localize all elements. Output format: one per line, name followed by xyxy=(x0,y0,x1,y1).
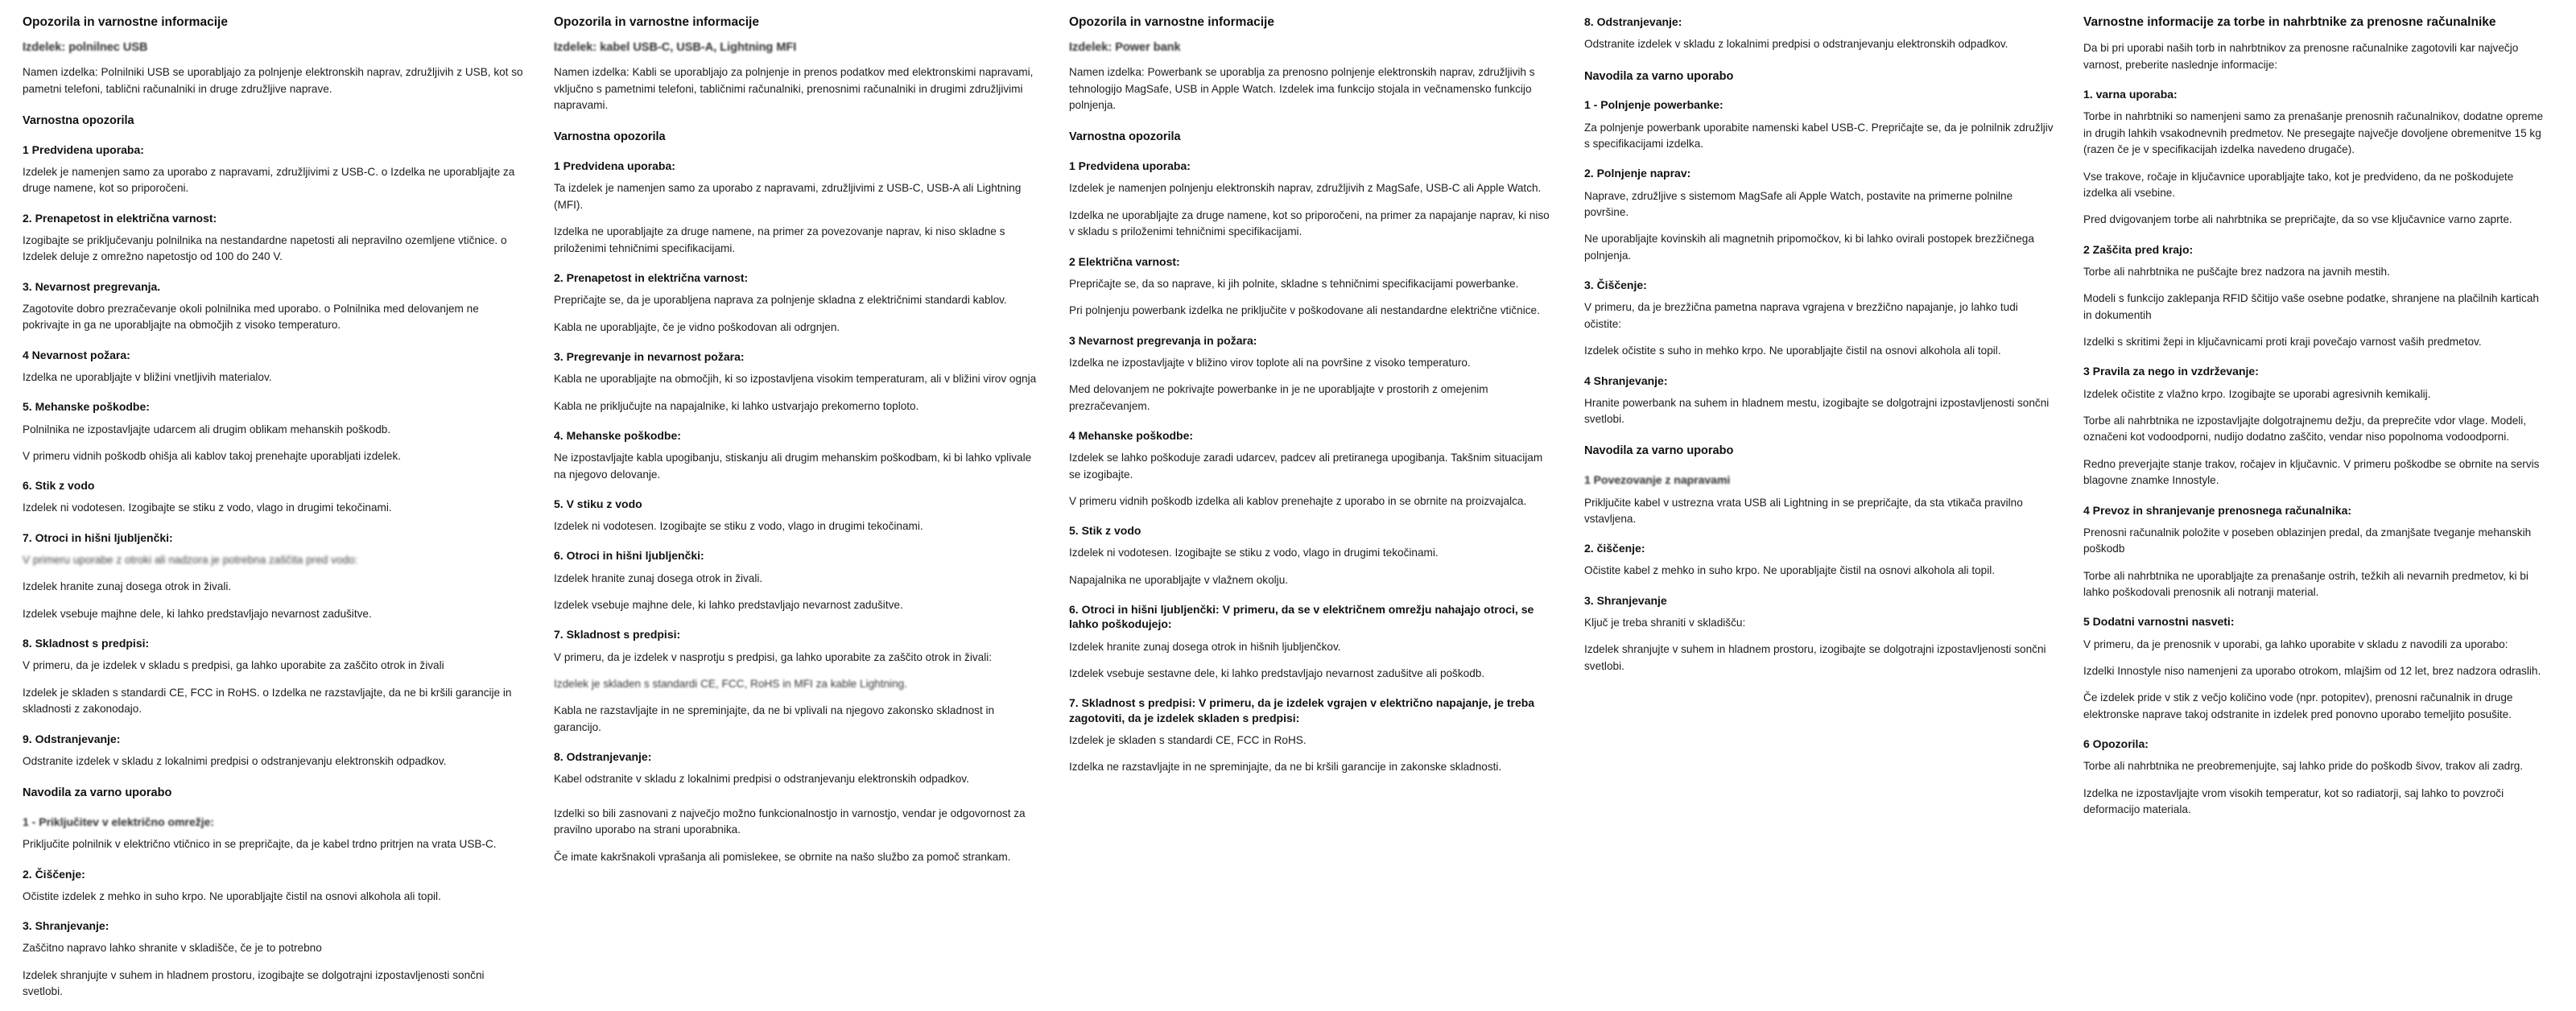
product-label: Izdelek: kabel USB-C, USB-A, Lightning MFI xyxy=(554,41,797,55)
item-heading: 1 Predvidena uporaba: xyxy=(23,142,144,156)
item-paragraph: V primeru uporabe z otroki ali nadzora je potrebna zaščita pred vodo: xyxy=(23,554,358,567)
item-heading: 2. Polnjenje naprav: xyxy=(1584,167,1691,180)
item-paragraph: Zaščitno napravo lahko shranite v skladišče, če je to potrebno xyxy=(23,942,322,955)
item-paragraph: Polnilnika ne izpostavljajte udarcem ali drugim oblikam mehanskih poškodb. xyxy=(23,423,391,435)
item-heading: 1. varna uporaba: xyxy=(2083,88,2178,101)
item-paragraph: Prepričajte se, da so naprave, ki jih polnite, skladne s tehničnimi specifikacijami powerbanke. xyxy=(1069,277,1519,290)
item-heading: 6 Opozorila: xyxy=(2083,737,2149,751)
item-paragraph: Izdelek ni vodotesen. Izogibajte se stiku z vodo, vlago in drugimi tekočinami. xyxy=(1069,547,1439,559)
item-paragraph: V primeru, da je izdelek v skladu s predpisi, ga lahko uporabite za zaščito otrok in živali xyxy=(23,659,444,672)
item-paragraph: Ta izdelek je namenjen samo za uporabo z napravami, združljivimi z USB-C, USB-A ali Lightning (MFI). xyxy=(554,182,1022,211)
item-heading: 4 Prevoz in shranjevanje prenosnega računalnika: xyxy=(2083,503,2352,517)
item-paragraph: Izdelka ne izpostavljajte v bližino virov toplote ali na površine z visoko temperaturo. xyxy=(1069,356,1471,369)
item-heading: 2 Zaščita pred krajo: xyxy=(2083,242,2194,256)
section-heading-usage-cable: Navodila za varno uporabo xyxy=(1584,444,1734,458)
intro-paragraph: Da bi pri uporabi naših torb in nahrbtnikov za prenosne računalnike zagotovili kar največjo varnost, preberite naslednje informacije: xyxy=(2083,42,2519,71)
product-label: Izdelek: Power bank xyxy=(1069,41,1181,55)
item-heading: 3. Shranjevanje: xyxy=(23,919,109,933)
item-paragraph: Prepričajte se, da je uporabljena naprava za polnjenje skladna z električnimi standardi kablov. xyxy=(554,294,1007,307)
section-title: Opozorila in varnostne informacije xyxy=(1069,15,1274,29)
item-paragraph: Med delovanjem ne pokrivajte powerbanke in je ne uporabljajte v prostorih z omejenim prezračevanjem. xyxy=(1069,383,1488,412)
item-heading: 6. Otroci in hišni ljubljenčki: xyxy=(554,549,704,563)
item-heading: 6. Stik z vodo xyxy=(23,479,95,493)
section-title: Varnostne informacije za torbe in nahrbtnike za prenosne računalnike xyxy=(2083,15,2496,29)
item-paragraph: Izdelek hranite zunaj dosega otrok in živali. xyxy=(23,580,232,593)
item-paragraph: Izdelek se lahko poškoduje zaradi udarcev, padcev ali pretiranega upogibanja. Takšnim situacijam se izogibajte. xyxy=(1069,452,1543,481)
item-paragraph: Izdelki Innostyle niso namenjeni za uporabo otrokom, mlajšim od 12 let, brez nadzora odraslih. xyxy=(2083,664,2541,677)
item-paragraph: Odstranite izdelek v skladu z lokalnimi predpisi o odstranjevanju elektronskih odpadkov. xyxy=(23,754,447,767)
item-paragraph: Modeli s funkcijo zaklepanja RFID ščitijo vaše osebne podatke, shranjene na plačilnih karticah in dokumentih xyxy=(2083,292,2539,321)
item-paragraph: Izdelek je skladen s standardi CE, FCC in RoHS. xyxy=(1069,733,1307,746)
item-heading: 5 Dodatni varnostni nasveti: xyxy=(2083,615,2235,629)
item-heading: 5. V stiku z vodo xyxy=(554,497,642,510)
item-heading: 9. Odstranjevanje: xyxy=(23,732,121,745)
item-heading: 2. Prenapetost in električna varnost: xyxy=(23,211,217,225)
item-paragraph: Izdelki s skritimi žepi in ključavnicami proti kraji povečajo varnost vaših predmetov. xyxy=(2083,336,2482,349)
item-paragraph: Izdelka ne uporabljajte v bližini vnetljivih materialov. xyxy=(23,370,272,383)
item-heading: 1 - Polnjenje powerbanke: xyxy=(1584,98,1724,112)
item-heading: 2 Električna varnost: xyxy=(1069,254,1180,268)
item-paragraph: Kabla ne priključujte na napajalnike, ki lahko ustvarjajo prekomerno toploto. xyxy=(554,399,919,412)
item-paragraph: Pred dvigovanjem torbe ali nahrbtnika se prepričajte, da so vse ključavnice varno zaprte. xyxy=(2083,213,2512,226)
section-heading-warnings: Varnostna opozorila xyxy=(1069,130,1181,144)
item-heading: 1 Predvidena uporaba: xyxy=(554,159,675,173)
item-paragraph: Izdelek je namenjen samo za uporabo z napravami, združljivimi z USB-C. o Izdelka ne uporabljajte za druge namene, kot so priporočeni. xyxy=(23,166,515,195)
item-paragraph: Izdelka ne uporabljajte za druge namene, kot so priporočeni, na primer za napajanje naprav, ki niso v skladu s priloženimi tehničnimi specifikacijami. xyxy=(1069,208,1550,238)
column-usb-charger xyxy=(11,14,543,1011)
item-paragraph: Izdelka ne uporabljajte za druge namene, na primer za povezovanje naprav, ki niso skladne s priloženimi tehničnimi specifikacijami. xyxy=(554,225,1005,254)
item-heading: 1 Predvidena uporaba: xyxy=(1069,159,1191,173)
item-paragraph: Izdelek je skladen s standardi CE, FCC in RoHS. o Izdelka ne razstavljajte, da ne bi kršili garancije in skladnosti z zakonodajo. xyxy=(23,686,512,716)
product-purpose: Namen izdelka: Powerbank se uporablja za prenosno polnjenje elektronskih naprav, združljivih s tehnologijo MagSafe, USB in Apple Watch. Izdelek ima funkcijo stojala in večnamensko funkcijo polnjenja. xyxy=(1069,66,1535,111)
column-powerbank-continued xyxy=(1573,14,2072,685)
item-paragraph: Priključite kabel v ustrezna vrata USB ali Lightning in se prepričajte, da sta vtikača pravilno vstavljena. xyxy=(1584,496,2023,525)
item-heading: 7. Skladnost s predpisi: xyxy=(554,628,681,642)
item-paragraph: Kabla ne uporabljajte na območjih, ki so izpostavljena visokim temperaturam, ali v bližini virov ognja xyxy=(554,373,1037,386)
item-paragraph: Prenosni računalnik položite v poseben oblazinjen predal, da zmanjšate tveganje mehanskih poškodb xyxy=(2083,526,2532,555)
item-paragraph: Hranite powerbank na suhem in hladnem mestu, izogibajte se dolgotrajni izpostavljenosti sončni svetlobi. xyxy=(1584,396,2050,426)
item-paragraph: Ne izpostavljajte kabla upogibanju, stiskanju ali drugim mehanskim poškodbam, ki bi lahko vplivale na njegovo delovanje. xyxy=(554,452,1032,481)
item-paragraph: Očistite izdelek z mehko in suho krpo. Ne uporabljajte čistil na osnovi alkohola ali topil. xyxy=(23,889,441,902)
item-paragraph: Torbe ali nahrbtnika ne preobremenjujte, saj lahko pride do poškodb šivov, trakov ali zadrg. xyxy=(2083,760,2524,773)
item-paragraph: Torbe ali nahrbtnika ne puščajte brez nadzora na javnih mestih. xyxy=(2083,265,2390,278)
product-purpose: Namen izdelka: Kabli se uporabljajo za polnjenje in prenos podatkov med elektronskimi napravami, vključno s pametnimi telefoni, tabličnimi računalniki, prenosnimi računalniki in drugimi združljivimi napravami. xyxy=(554,66,1034,111)
item-paragraph: V primeru, da je izdelek v nasprotju s predpisi, ga lahko uporabite za zaščito otrok in živali: xyxy=(554,650,993,663)
item-heading: 8. Odstranjevanje: xyxy=(1584,15,1682,28)
item-heading: 4 Shranjevanje: xyxy=(1584,373,1668,387)
column-cables xyxy=(543,14,1058,876)
item-paragraph: Torbe in nahrbtniki so namenjeni samo za prenašanje prenosnih računalnikov, dodatne opreme in drugih lahkih vsakodnevnih predmetov. Ne presegajte največje dovoljene obremenitve 15 kg (razen če je v specifikacijah izdelka navedeno drugače). xyxy=(2083,110,2544,156)
product-label: Izdelek: polnilnec USB xyxy=(23,41,148,55)
item-paragraph: Za polnjenje powerbank uporabite namenski kabel USB-C. Prepričajte se, da je polnilnik združljiv s specifikacijami izdelka. xyxy=(1584,121,2054,150)
item-paragraph: Izdelek je namenjen polnjenju elektronskih naprav, združljivih z MagSafe, USB-C ali Apple Watch. xyxy=(1069,182,1542,195)
item-paragraph: Ključ je treba shraniti v skladišču: xyxy=(1584,617,1746,629)
item-paragraph: Izdelek očistite s suho in mehko krpo. Ne uporabljajte čistil na osnovi alkohola ali topil. xyxy=(1584,345,2001,357)
item-heading: 2. Prenapetost in električna varnost: xyxy=(554,270,749,284)
item-heading: 3. Pregrevanje in nevarnost požara: xyxy=(554,349,745,363)
item-heading: 7. Skladnost s predpisi: V primeru, da je izdelek vgrajen v električno napajanje, je treba zagotoviti, da je izdelek skladen s predpisi: xyxy=(1069,696,1535,724)
item-heading: 7. Otroci in hišni ljubljenčki: xyxy=(23,530,173,544)
item-heading: 4. Mehanske poškodbe: xyxy=(554,428,681,442)
column-powerbank xyxy=(1058,14,1573,786)
item-heading: 5. Mehanske poškodbe: xyxy=(23,400,150,414)
item-paragraph: Izdelek shranjujte v suhem in hladnem prostoru, izogibajte se dolgotrajni izpostavljenosti sončni svetlobi. xyxy=(1584,643,2046,672)
item-paragraph: Ne uporabljajte kovinskih ali magnetnih pripomočkov, ki bi lahko ovirali postopek brezžičnega polnjenja. xyxy=(1584,233,2034,262)
item-paragraph: Izogibajte se priključevanju polnilnika na nestandardne napetosti ali nepravilno ozemljene vtičnice. o Izdelek deluje z omrežno napetostjo od 100 do 240 V. xyxy=(23,234,507,263)
item-heading: 3. Čiščenje: xyxy=(1584,279,1647,292)
item-heading: 8. Odstranjevanje: xyxy=(554,750,652,764)
closing-paragraph: Če imate kakršnakoli vprašanja ali pomislekee, se obrnite na našo službo za pomoč strankam. xyxy=(554,850,1011,863)
item-paragraph: Napajalnika ne uporabljajte v vlažnem okolju. xyxy=(1069,573,1289,586)
item-heading: 5. Stik z vodo xyxy=(1069,524,1141,538)
item-paragraph: Redno preverjajte stanje trakov, ročajev in ključavnic. V primeru poškodbe se obrnite na servis blagovne znamke Innostyle. xyxy=(2083,457,2540,487)
item-paragraph: Izdelek hranite zunaj dosega otrok in hišnih ljubljenčkov. xyxy=(1069,640,1341,653)
item-paragraph: Izdelek hranite zunaj dosega otrok in živali. xyxy=(554,572,763,584)
item-paragraph: Očistite kabel z mehko in suho krpo. Ne uporabljajte čistil na osnovi alkohola ali topil. xyxy=(1584,564,1996,577)
item-paragraph: Izdelek vsebuje sestavne dele, ki lahko predstavljajo nevarnost zadušitve ali poškodb. xyxy=(1069,667,1485,680)
item-heading: 2. čiščenje: xyxy=(1584,542,1645,555)
item-paragraph: Torbe ali nahrbtnika ne izpostavljajte dolgotrajnemu dežju, da preprečite vdor vlage. Modeli, označeni kot vodoodporni, nudijo dodatno zaščito, vendar niso popolnoma vodoodporni. xyxy=(2083,415,2527,444)
item-paragraph: Torbe ali nahrbtnika ne uporabljajte za prenašanje ostrih, težkih ali nevarnih predmetov, ki bi lahko poškodovali prenosnik ali notranji material. xyxy=(2083,569,2529,598)
item-heading: 8. Skladnost s predpisi: xyxy=(23,637,150,650)
item-heading: 3. Nevarnost pregrevanja. xyxy=(23,279,161,293)
item-paragraph: Naprave, združljive s sistemom MagSafe ali Apple Watch, postavite na primerne polnilne površine. xyxy=(1584,189,2013,218)
item-paragraph: V primeru, da je prenosnik v uporabi, ga lahko uporabite v skladu z navodili za uporabo: xyxy=(2083,638,2508,650)
item-paragraph: Kabla ne uporabljajte, če je vidno poškodovan ali odrgnjen. xyxy=(554,320,840,333)
section-title: Opozorila in varnostne informacije xyxy=(554,15,759,29)
closing-paragraph: Izdelki so bili zasnovani z največjo možno funkcionalnostjo in varnostjo, vendar je odgovornost za pravilno uporabo na strani uporabnika. xyxy=(554,807,1026,836)
item-heading: 1 Povezovanje z napravami xyxy=(1584,473,1731,487)
item-heading: 4 Nevarnost požara: xyxy=(23,348,130,361)
item-heading: 6. Otroci in hišni ljubljenčki: V primeru, da se v električnem omrežju nahajajo otroci, se lahko poškodujejo: xyxy=(1069,603,1534,631)
item-paragraph: Izdelek ni vodotesen. Izogibajte se stiku z vodo, vlago in drugimi tekočinami. xyxy=(23,501,392,514)
item-paragraph: Pri polnjenju powerbank izdelka ne priključite v poškodovane ali nestandardne električne vtičnice. xyxy=(1069,304,1540,317)
item-heading: 4 Mehanske poškodbe: xyxy=(1069,428,1194,442)
item-paragraph: Izdelek očistite z vlažno krpo. Izogibajte se uporabi agresivnih kemikalij. xyxy=(2083,387,2431,400)
item-heading: 2. Čiščenje: xyxy=(23,867,85,881)
product-purpose: Namen izdelka: Polnilniki USB se uporabljajo za polnjenje elektronskih naprav, združljivih z USB, kot so pametni telefoni, tablični računalniki in druge združljive naprave. xyxy=(23,66,523,95)
item-paragraph: V primeru, da je brezžična pametna naprava vgrajena v brezžično napajanje, jo lahko tudi očistite: xyxy=(1584,301,2018,330)
item-heading: 3 Nevarnost pregrevanja in požara: xyxy=(1069,333,1257,347)
item-paragraph: Izdelka ne izpostavljajte vrom visokih temperatur, kot so radiatorji, saj lahko to povzroči deformacijo materiala. xyxy=(2083,786,2504,816)
item-paragraph: Izdelek ni vodotesen. Izogibajte se stiku z vodo, vlago in drugimi tekočinami. xyxy=(554,520,923,533)
item-paragraph: Izdelek vsebuje majhne dele, ki lahko predstavljajo nevarnost zadušitve. xyxy=(23,607,372,620)
item-paragraph: Zagotovite dobro prezračevanje okoli polnilnika med uporabo. o Polnilnika med delovanjem ne pokrivajte in ga ne uporabljajte na območjih z visoko temperaturo. xyxy=(23,302,479,332)
item-heading: 3. Shranjevanje xyxy=(1584,593,1667,607)
item-paragraph: Izdelek je skladen s standardi CE, FCC, RoHS in MFI za kable Lightning. xyxy=(554,678,907,691)
section-heading-warnings: Varnostna opozorila xyxy=(554,130,666,144)
item-paragraph: Kabla ne razstavljajte in ne spreminjajte, da ne bi vplivali na njegovo zakonsko skladnost in garancijo. xyxy=(554,704,995,733)
item-paragraph: Odstranite izdelek v skladu z lokalnimi predpisi o odstranjevanju elektronskih odpadkov. xyxy=(1584,38,2008,51)
column-bags-backpacks xyxy=(2072,14,2562,828)
section-heading-warnings: Varnostna opozorila xyxy=(23,114,134,127)
section-title: Opozorila in varnostne informacije xyxy=(23,15,228,29)
item-paragraph: V primeru vidnih poškodb ohišja ali kablov takoj prenehajte uporabljati izdelek. xyxy=(23,449,402,462)
section-heading-usage: Navodila za varno uporabo xyxy=(1584,69,1734,83)
item-paragraph: Izdelka ne razstavljajte in ne spreminjajte, da ne bi kršili garancije in zakonske skladnosti. xyxy=(1069,761,1502,774)
item-paragraph: Kabel odstranite v skladu z lokalnimi predpisi o odstranjevanju elektronskih odpadkov. xyxy=(554,773,969,786)
section-heading-usage: Navodila za varno uporabo xyxy=(23,786,172,800)
item-paragraph: Izdelek shranjujte v suhem in hladnem prostoru, izogibajte se dolgotrajni izpostavljenosti sončni svetlobi. xyxy=(23,968,485,998)
item-paragraph: Vse trakove, ročaje in ključavnice uporabljajte tako, kot je predvideno, da ne poškodujete izdelka ali vsebine. xyxy=(2083,170,2514,199)
item-paragraph: V primeru vidnih poškodb izdelka ali kablov prenehajte z uporabo in se obrnite na proizvajalca. xyxy=(1069,494,1527,507)
item-heading: 3 Pravila za nego in vzdrževanje: xyxy=(2083,365,2259,378)
item-paragraph: Priključite polnilnik v električno vtičnico in se prepričajte, da je kabel trdno pritrjen na vrata USB-C. xyxy=(23,838,497,851)
item-paragraph: Izdelek vsebuje majhne dele, ki lahko predstavljajo nevarnost zadušitve. xyxy=(554,599,903,612)
item-paragraph: Če izdelek pride v stik z večjo količino vode (npr. potopitev), prenosni računalnik in druge elektronske naprave takoj odstranite in izdelek pred ponovno uporabo temeljito posušite. xyxy=(2083,691,2513,720)
item-heading: 1 - Priključitev v električno omrežje: xyxy=(23,815,215,829)
